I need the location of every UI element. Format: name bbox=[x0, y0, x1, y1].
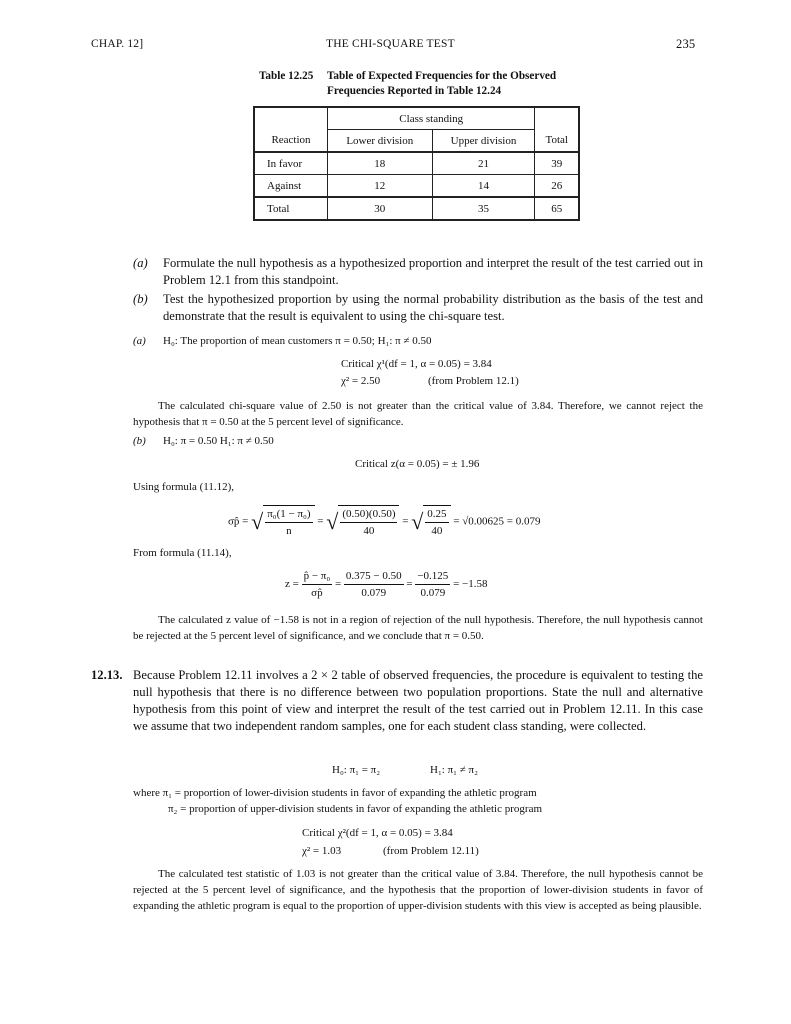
table-corner bbox=[254, 107, 328, 130]
table-row-label: Against bbox=[254, 175, 328, 198]
solution-a-critical-value: Critical χ¹(df = 1, α = 0.05) = 3.84 bbox=[341, 358, 492, 370]
table-cell: 21 bbox=[432, 152, 535, 175]
table-cell: 18 bbox=[328, 152, 433, 175]
table-cell: 26 bbox=[535, 175, 579, 198]
table-cell: 12 bbox=[328, 175, 433, 198]
table-cell: 35 bbox=[432, 197, 535, 220]
table-row-label: Total bbox=[254, 197, 328, 220]
sigma-fraction-2: $\frac{(0.50)(0.50)}{40}$ bbox=[338, 505, 399, 539]
table-corner bbox=[535, 107, 579, 130]
problem-12-13-conclusion: The calculated test statistic of 1.03 is not greater than the critical value of 3.84. Therefore, the null hypothesis cannot be rejected at the 5 percent level of significance, and the hypothesis that the proportion of lower-division students in favor of expanding the athletic program is equal to the proportion of upper-division students with this view is accepted as being plausible. bbox=[133, 868, 703, 912]
definition-pi-2: π₂ = proportion of upper-division students in favor of expanding the athletic program bbox=[168, 803, 543, 815]
square-root-icon: √ bbox=[251, 509, 264, 534]
sigma-lhs: σp̂ = bbox=[228, 515, 249, 528]
table-number: Table 12.25 bbox=[259, 70, 314, 82]
problem-12-13-chi-square: χ² = 1.03 bbox=[302, 845, 342, 857]
solution-a-chi-note: (from Problem 12.1) bbox=[428, 375, 519, 387]
table-column-header: Reaction bbox=[254, 130, 328, 153]
problem-12-13-null-hypothesis: H₀: π₁ = π₂ bbox=[332, 764, 381, 776]
z-fraction-2: $\frac{0.375 - 0.50}{0.079}$ bbox=[345, 570, 402, 599]
solution-a-conclusion: The calculated chi-square value of 2.50 is not greater than the critical value of 3.84. Therefore, we cannot reject the hypothesis that π = 0.50 at the 5 percent level of significance. bbox=[133, 400, 703, 428]
z-statistic-equation: z = $\frac{\text{p̂ − π₀}}{\sigma p̂}$ = $\frac{0.375 - 0.50}{0.079}$ = $\frac{-0.125}{0.079}$ = −1.58 bbox=[285, 570, 488, 599]
part-label-a: (a) bbox=[133, 256, 148, 270]
sigma-fraction-3: $\frac{0.25}{40}$ bbox=[423, 505, 450, 539]
z-fraction-3: $\frac{-0.125}{0.079}$ bbox=[417, 570, 449, 599]
running-header-chapter: CHAP. 12] bbox=[91, 38, 144, 50]
part-text-b: Test the hypothesized proportion by using the normal probability distribution as the basis of the test and demonstrate that the result is equivalent to using the chi-square test. bbox=[163, 292, 703, 323]
problem-12-13-chi-note: (from Problem 12.11) bbox=[383, 845, 479, 857]
table-column-header: Lower division bbox=[328, 130, 433, 153]
formula-reference-11-14: From formula (11.14), bbox=[133, 547, 232, 559]
table-caption-line-1: Table of Expected Frequencies for the Observed bbox=[327, 70, 557, 82]
page-number: 235 bbox=[676, 37, 696, 51]
sigma-fraction-1: $\frac{\text{π₀(1 − π₀)}}{n}$ bbox=[263, 505, 314, 539]
table-cell: 14 bbox=[432, 175, 535, 198]
part-text-a: Formulate the null hypothesis as a hypothesized proportion and interpret the result of the test carried out in Problem 12.1 from this standpoint. bbox=[163, 256, 703, 287]
expected-frequencies-table bbox=[253, 106, 580, 221]
table-caption-line-2: Frequencies Reported in Table 12.24 bbox=[327, 85, 502, 97]
problem-number-12-13: 12.13. bbox=[91, 668, 123, 682]
table-column-header: Total bbox=[535, 130, 579, 153]
problem-12-13-critical-value: Critical χ²(df = 1, α = 0.05) = 3.84 bbox=[302, 827, 453, 839]
table-cell: 65 bbox=[535, 197, 579, 220]
z-lhs: z = bbox=[285, 578, 299, 591]
sigma-result: = √0.00625 = 0.079 bbox=[453, 515, 541, 528]
part-label-b: (b) bbox=[133, 292, 148, 306]
square-root-icon: √ bbox=[411, 509, 424, 534]
table-cell: 30 bbox=[328, 197, 433, 220]
square-root-icon: √ bbox=[326, 509, 339, 534]
table-group-header: Class standing bbox=[328, 107, 535, 130]
solution-b-hypotheses: H₀: π = 0.50 H₁: π ≠ 0.50 bbox=[163, 435, 274, 447]
definition-pi-1: where π₁ = proportion of lower-division students in favor of expanding the athletic program bbox=[133, 787, 537, 799]
solution-a-chi-square: χ² = 2.50 bbox=[341, 375, 381, 387]
table-cell: 39 bbox=[535, 152, 579, 175]
solution-b-critical-value: Critical z(α = 0.05) = ± 1.96 bbox=[355, 458, 480, 470]
z-result: = −1.58 bbox=[453, 578, 488, 591]
standard-error-equation: σp̂ = √ $\frac{\text{π₀(1 − π₀)}}{n}$ = √ $\frac{(0.50)(0.50)}{40}$ = √ $\frac{0.25}{40}$ = √0.00625 = 0.079 bbox=[228, 505, 540, 539]
problem-12-13-alternative-hypothesis: H₁: π₁ ≠ π₂ bbox=[430, 764, 478, 776]
problem-12-13-text: Because Problem 12.11 involves a 2 × 2 table of observed frequencies, the procedure is equivalent to testing the null hypothesis that there is no difference between two population proportions. State the null and alternative hypothesis from this point of view and interpret the result of the test carried out in Problem 12.11. In this case we assume that two independent random samples, one for each student class standing, were collected. bbox=[133, 668, 703, 733]
table-column-header: Upper division bbox=[432, 130, 535, 153]
solution-a-hypotheses: H₀: The proportion of mean customers π = 0.50; H₁: π ≠ 0.50 bbox=[163, 335, 432, 347]
z-fraction-1: $\frac{\text{p̂ − π₀}}{\sigma p̂}$ bbox=[303, 570, 331, 599]
table-row-label: In favor bbox=[254, 152, 328, 175]
running-header-title: THE CHI-SQUARE TEST bbox=[326, 38, 455, 50]
solution-b-conclusion: The calculated z value of −1.58 is not in a region of rejection of the null hypothesis. Therefore, the null hypothesis cannot be rejected at the 5 percent level of significance, and we conclude that π = 0.50. bbox=[133, 614, 703, 642]
solution-b-label: (b) bbox=[133, 435, 146, 447]
solution-a-label: (a) bbox=[133, 335, 146, 347]
formula-reference-11-12: Using formula (11.12), bbox=[133, 481, 235, 493]
